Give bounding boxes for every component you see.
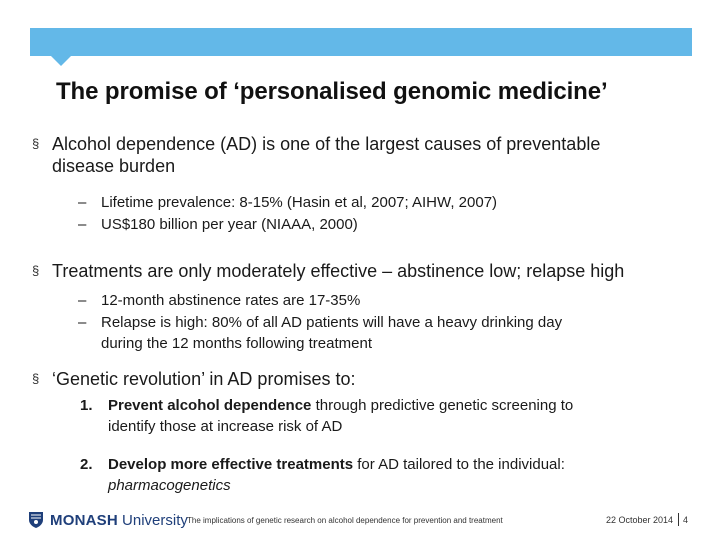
bullet-text: ‘Genetic revolution’ in AD promises to: xyxy=(52,369,356,389)
footer-divider xyxy=(678,513,679,526)
subbullet-text-line1: Relapse is high: 80% of all AD patients will have a heavy drinking day xyxy=(101,314,563,331)
bullet-treatments xyxy=(32,260,702,282)
subbullet-relapse xyxy=(78,312,562,354)
slide-title: The promise of ‘personalised genomic medicine’ xyxy=(56,78,608,105)
logo-sub: University xyxy=(117,511,188,529)
numbered-item-line2: identify those at increase risk of AD xyxy=(108,418,343,435)
monash-logo xyxy=(28,509,188,531)
dash-marker: – xyxy=(78,292,87,309)
number-marker: 1. xyxy=(80,397,93,414)
footer-caption: The implications of genetic research on alcohol dependence for prevention and treatment xyxy=(187,516,503,525)
italic-term: pharmacogenetics xyxy=(108,477,231,494)
emphasis-text: Prevent alcohol dependence xyxy=(108,397,312,414)
numbered-item-line1 xyxy=(108,395,573,416)
numbered-item-line2 xyxy=(108,475,565,496)
dash-marker: – xyxy=(78,194,87,211)
subbullet-text: 12-month abstinence rates are 17-35% xyxy=(101,292,361,309)
bullet-alcohol-dependence xyxy=(32,133,682,177)
subbullet-abstinence-rates xyxy=(78,290,360,311)
subbullet-cost xyxy=(78,214,358,235)
bullet-marker: § xyxy=(32,263,40,278)
footer-date: 22 October 2014 xyxy=(606,515,674,525)
dash-marker: – xyxy=(78,314,87,331)
number-marker: 2. xyxy=(80,456,93,473)
bullet-genetic-revolution xyxy=(32,368,355,390)
logo-wordmark xyxy=(50,512,188,529)
subbullet-text: Lifetime prevalence: 8-15% (Hasin et al, 2007; AIHW, 2007) xyxy=(101,194,498,211)
bullet-text-line1: Alcohol dependence (AD) is one of the largest causes of preventable xyxy=(52,134,601,154)
bullet-text: Treatments are only moderately effective – abstinence low; relapse high xyxy=(52,261,625,281)
bullet-marker: § xyxy=(32,371,40,386)
bullet-text-line2: disease burden xyxy=(52,156,176,176)
banner-notch xyxy=(50,55,72,66)
item-text: for AD tailored to the individual: xyxy=(353,456,565,473)
bullet-marker: § xyxy=(32,136,40,151)
subbullet-lifetime-prevalence xyxy=(78,192,497,213)
item-text: through predictive genetic screening to xyxy=(311,397,574,414)
page-number: 4 xyxy=(683,515,689,525)
dash-marker: – xyxy=(78,216,87,233)
numbered-item-prevent xyxy=(80,395,573,437)
emphasis-text: Develop more effective treatments xyxy=(108,456,354,473)
subbullet-text: US$180 billion per year (NIAAA, 2000) xyxy=(101,216,358,233)
header-banner xyxy=(30,28,692,56)
subbullet-text-line2: during the 12 months following treatment xyxy=(101,335,372,352)
monash-crest-icon xyxy=(28,511,44,529)
numbered-item-line1 xyxy=(108,454,565,475)
numbered-item-treatments xyxy=(80,454,565,496)
logo-main: MONASH xyxy=(50,511,118,529)
